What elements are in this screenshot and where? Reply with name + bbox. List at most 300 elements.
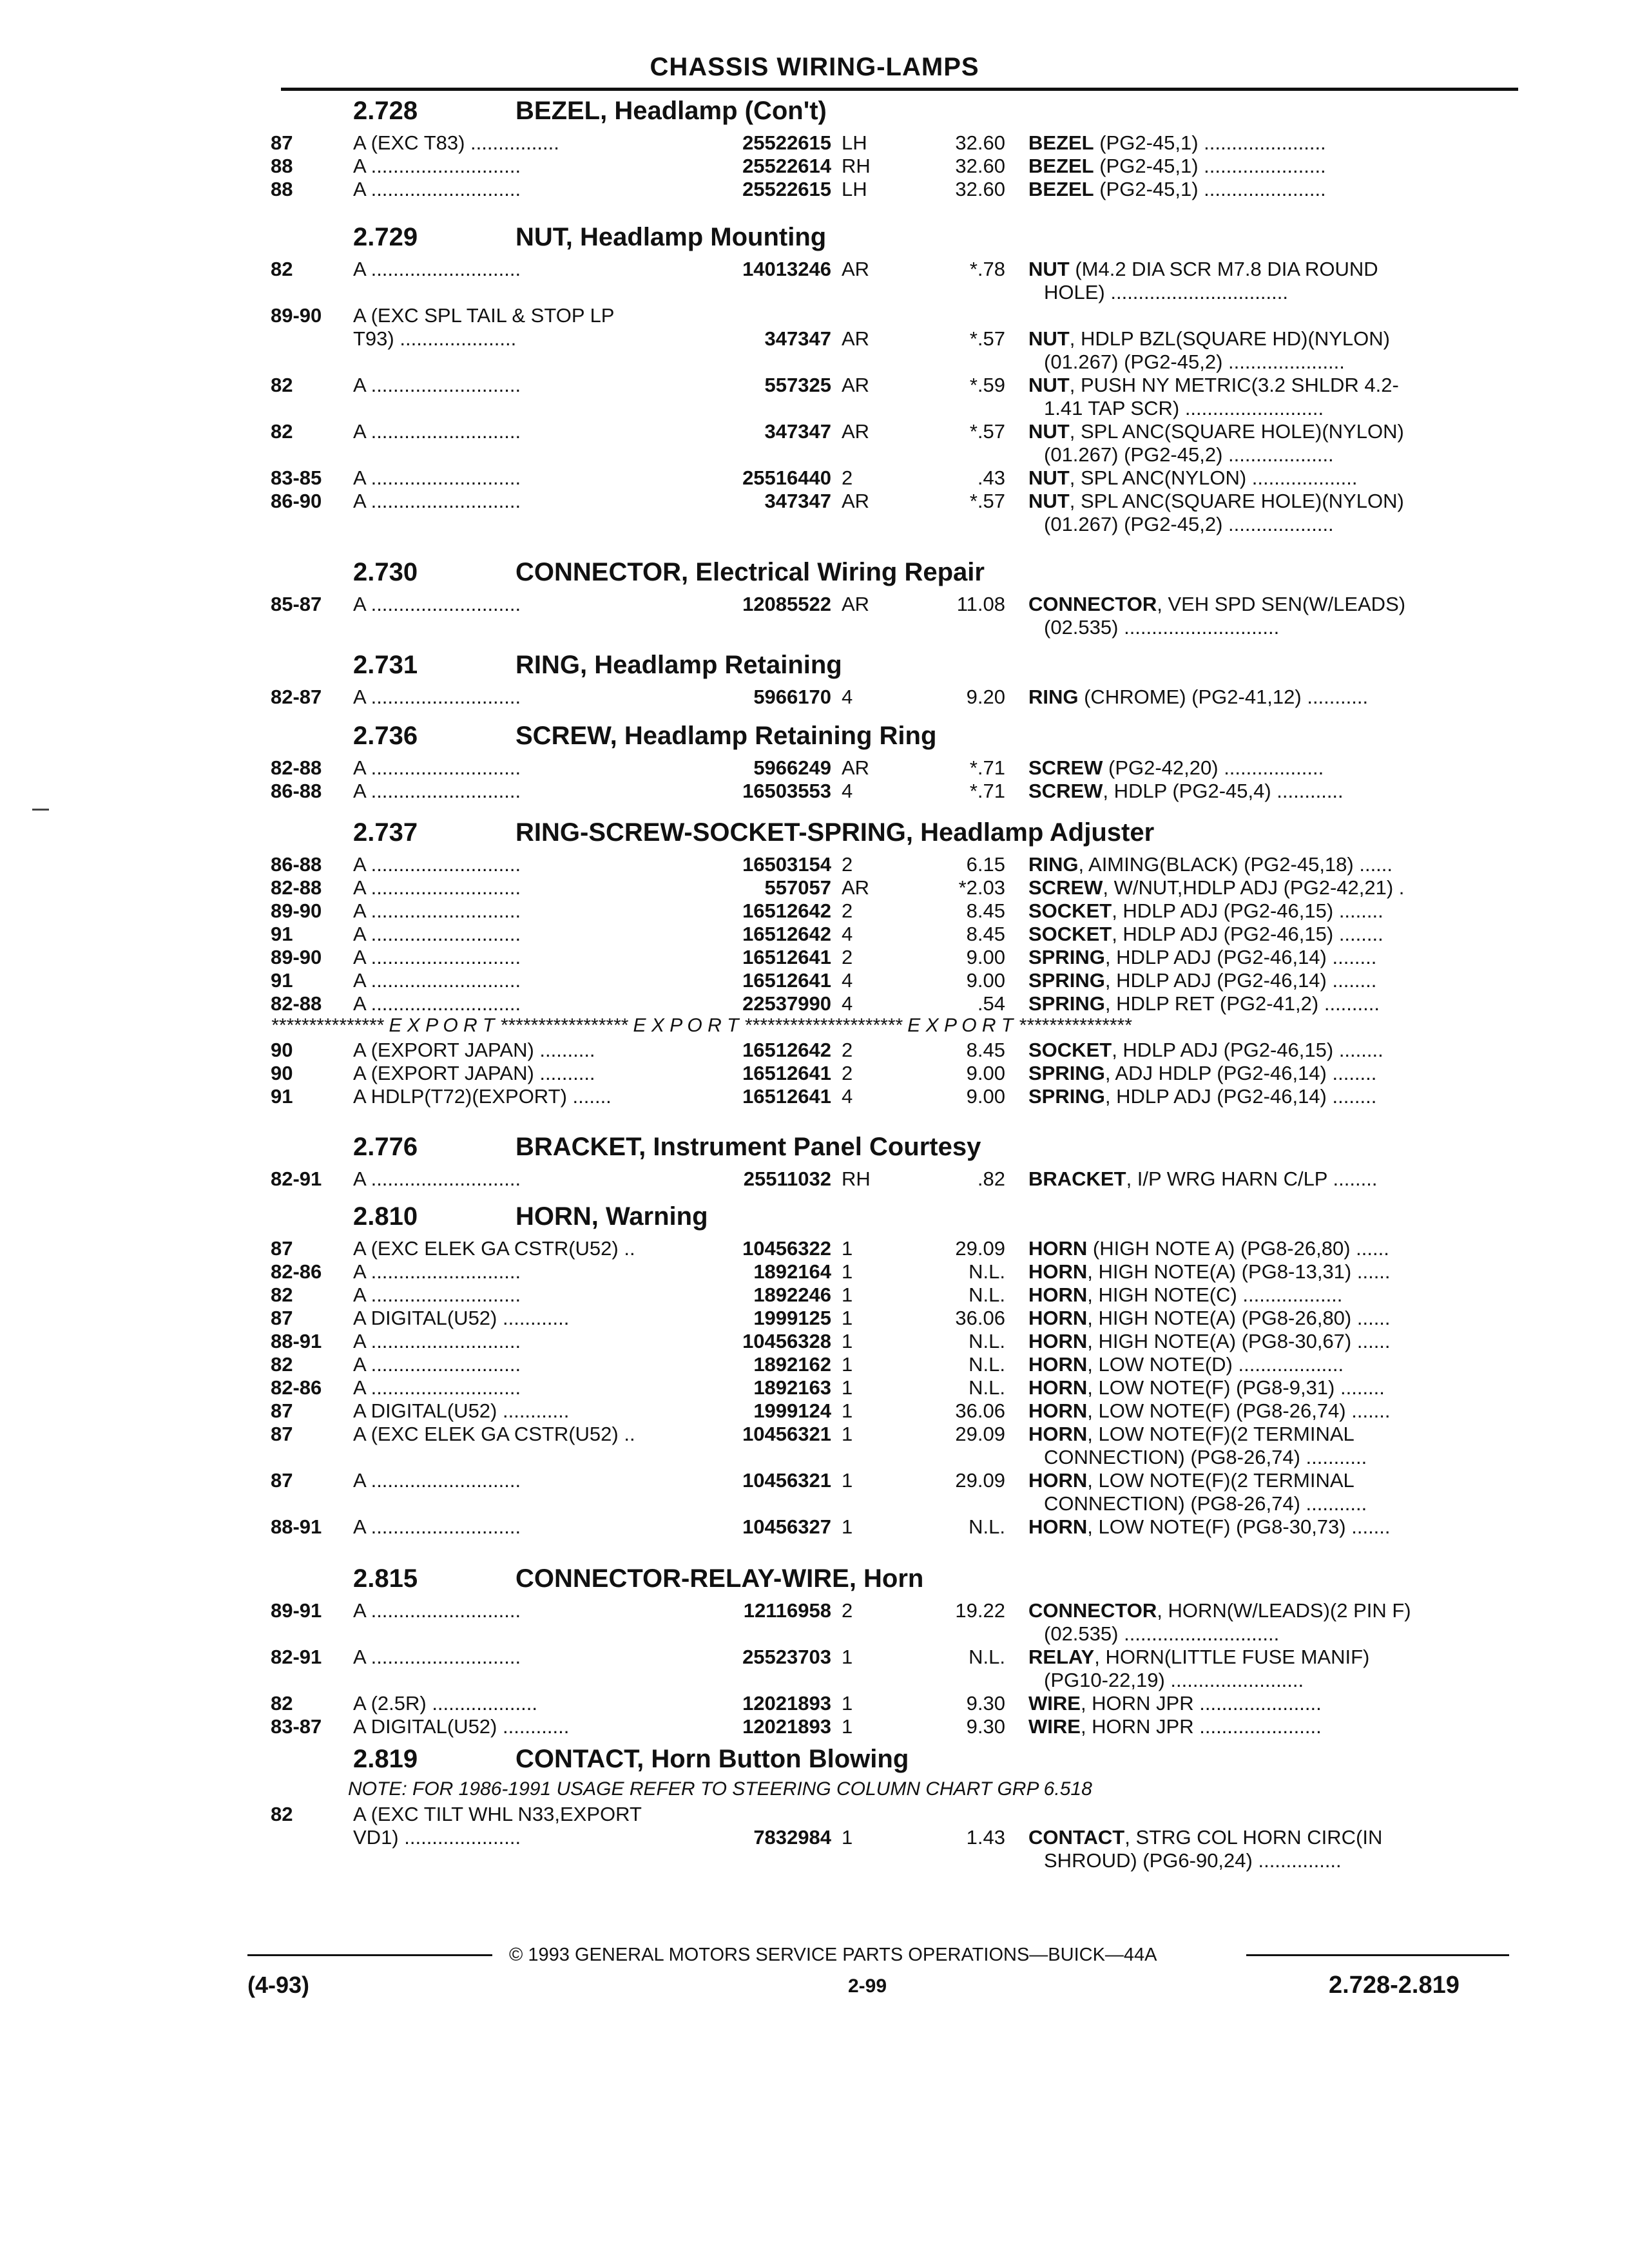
model-years: 82-88 [271, 876, 322, 899]
section-title: SCREW, Headlamp Retaining Ring [516, 722, 937, 750]
part-description [1028, 1514, 1505, 1540]
price: 1.43 [966, 1826, 1005, 1849]
price: *.57 [969, 420, 1005, 443]
part-number: 1892162 [753, 1353, 831, 1376]
part-description [1028, 778, 1505, 804]
usage-description: A (EXC T83) ................ [353, 131, 559, 154]
quantity: 4 [842, 992, 853, 1015]
price: 29.09 [955, 1423, 1005, 1445]
model-years: 82-88 [271, 756, 322, 779]
usage-description: A ........................... [353, 1469, 521, 1492]
table-row [0, 1398, 1629, 1424]
part-name: HORN [1028, 1260, 1088, 1283]
model-years: 82-87 [271, 686, 322, 708]
part-number: 10456327 [742, 1515, 831, 1538]
part-name: SPRING [1028, 969, 1105, 992]
usage-description: A ........................... [353, 1168, 521, 1190]
table-row [0, 852, 1629, 878]
part-number: 25523703 [742, 1646, 831, 1668]
part-detail: , HDLP (PG2-45,4) ............ [1103, 780, 1344, 802]
model-years: 87 [271, 1237, 293, 1260]
part-number: 347347 [764, 420, 831, 443]
price: 9.00 [966, 946, 1005, 968]
model-years: 87 [271, 1399, 293, 1422]
footer-range: 2.728-2.819 [1329, 1972, 1460, 1999]
usage-description: A ........................... [353, 374, 521, 396]
part-detail: , HDLP ADJ (PG2-46,14) ........ [1104, 969, 1377, 992]
price: 9.00 [966, 969, 1005, 992]
part-number: 25511032 [743, 1168, 831, 1190]
usage-description: A (EXC ELEK GA CSTR(U52) .. [353, 1237, 635, 1260]
part-name: RELAY [1028, 1646, 1095, 1668]
part-number: 25522615 [742, 178, 831, 200]
price: .54 [977, 992, 1005, 1015]
part-name: HORN [1028, 1237, 1088, 1260]
part-description [1028, 1825, 1505, 1850]
part-description [1028, 898, 1505, 924]
footer-rule-right [1246, 1954, 1509, 1956]
table-row [0, 875, 1629, 901]
table-row [0, 326, 1629, 352]
table-row [0, 591, 1629, 617]
section-number: 2.737 [353, 818, 418, 847]
section-number: 2.810 [353, 1202, 418, 1231]
table-row [0, 945, 1629, 970]
usage-description: A ........................... [353, 258, 521, 280]
usage-description: A (EXPORT JAPAN) .......... [353, 1062, 595, 1084]
part-name: SCREW [1028, 756, 1103, 779]
section-title: RING, Headlamp Retaining [516, 651, 842, 679]
quantity: 1 [842, 1260, 853, 1283]
part-description [1028, 945, 1505, 970]
part-description [1028, 1305, 1505, 1331]
model-years: 91 [271, 923, 293, 945]
part-name: SOCKET [1028, 1039, 1112, 1061]
quantity: 4 [842, 923, 853, 945]
part-description [1028, 130, 1505, 156]
part-detail: , LOW NOTE(F) (PG8-26,74) ....... [1087, 1399, 1391, 1422]
price: .82 [977, 1168, 1005, 1190]
quantity: 1 [842, 1376, 853, 1399]
table-row [0, 1375, 1629, 1401]
table-row [0, 1084, 1629, 1110]
usage-description: A ........................... [353, 780, 521, 802]
price: 29.09 [955, 1237, 1005, 1260]
part-description [1028, 968, 1505, 994]
part-detail: (PG2-45,1) ...................... [1094, 131, 1326, 154]
usage-description: A (EXC SPL TAIL & STOP LP [353, 304, 615, 327]
part-detail: (CHROME) (PG2-41,12) ........... [1078, 686, 1369, 708]
model-years: 90 [271, 1039, 293, 1061]
price: *.57 [969, 490, 1005, 512]
part-description [1028, 1644, 1505, 1670]
price: N.L. [969, 1376, 1005, 1399]
table-row [0, 991, 1629, 1017]
part-name: HORN [1028, 1330, 1088, 1352]
section-title: BRACKET, Instrument Panel Courtesy [516, 1133, 981, 1161]
section-title: CONNECTOR, Electrical Wiring Repair [516, 558, 985, 586]
price: 9.30 [966, 1715, 1005, 1738]
section-number: 2.730 [353, 558, 418, 586]
part-detail: , W/NUT,HDLP ADJ (PG2-42,21) . [1103, 876, 1405, 899]
part-name: SOCKET [1028, 899, 1112, 922]
table-row [0, 256, 1629, 282]
part-detail: , PUSH NY METRIC(3.2 SHLDR 4.2- [1069, 374, 1399, 396]
quantity: 1 [842, 1826, 853, 1849]
quantity: 4 [842, 1085, 853, 1108]
price: 36.06 [955, 1399, 1005, 1422]
table-row [0, 898, 1629, 924]
model-years: 91 [271, 969, 293, 992]
quantity: AR [842, 327, 870, 350]
part-name: HORN [1028, 1353, 1088, 1376]
part-detail: , HORN(LITTLE FUSE MANIF) [1094, 1646, 1370, 1668]
part-description-continued: (01.267) (PG2-45,2) ..................... [1044, 351, 1345, 373]
part-detail: , HIGH NOTE(A) (PG8-13,31) ...... [1087, 1260, 1391, 1283]
margin-mark [32, 809, 49, 811]
price: 32.60 [955, 131, 1005, 154]
part-name: NUT [1028, 466, 1070, 489]
part-description [1028, 326, 1505, 352]
part-name: CONNECTOR [1028, 1599, 1157, 1622]
part-name: HORN [1028, 1423, 1088, 1445]
part-number: 25522615 [742, 131, 831, 154]
usage-description: A ........................... [353, 420, 521, 443]
model-years: 87 [271, 1423, 293, 1445]
part-detail: (M4.2 DIA SCR M7.8 DIA ROUND [1069, 258, 1378, 280]
part-detail: , HDLP ADJ (PG2-46,14) ........ [1104, 946, 1377, 968]
section-title: CONTACT, Horn Button Blowing [516, 1745, 909, 1773]
part-description [1028, 991, 1505, 1017]
part-number: 16512642 [742, 899, 831, 922]
usage-description: A ........................... [353, 1283, 521, 1306]
price: 19.22 [955, 1599, 1005, 1622]
part-description [1028, 1352, 1505, 1378]
part-description-continued: SHROUD) (PG6-90,24) ............... [1044, 1849, 1342, 1872]
part-description [1028, 1691, 1505, 1716]
part-detail: , LOW NOTE(F) (PG8-30,73) ....... [1087, 1515, 1391, 1538]
part-description [1028, 1037, 1505, 1063]
part-description [1028, 1329, 1505, 1354]
table-row [0, 1259, 1629, 1285]
part-description [1028, 1468, 1505, 1494]
quantity: AR [842, 876, 870, 899]
usage-description: A HDLP(T72)(EXPORT) ....... [353, 1085, 612, 1108]
quantity: AR [842, 258, 870, 280]
section-number: 2.736 [353, 722, 418, 750]
footer-copyright: © 1993 GENERAL MOTORS SERVICE PARTS OPERATIONS—BUICK—44A [509, 1945, 1157, 1965]
part-name: NUT [1028, 420, 1070, 443]
quantity: 1 [842, 1283, 853, 1306]
part-name: NUT [1028, 327, 1070, 350]
quantity: 1 [842, 1330, 853, 1352]
price: 6.15 [966, 853, 1005, 876]
part-name: SPRING [1028, 1085, 1105, 1108]
part-description [1028, 1714, 1505, 1740]
section-number: 2.728 [353, 97, 418, 125]
part-description-continued: (01.267) (PG2-45,2) ................... [1044, 443, 1334, 466]
part-name: BEZEL [1028, 178, 1094, 200]
model-years: 89-90 [271, 304, 322, 327]
part-description [1028, 1259, 1505, 1285]
quantity: AR [842, 593, 870, 615]
section-title: CONNECTOR-RELAY-WIRE, Horn [516, 1564, 924, 1593]
quantity: AR [842, 374, 870, 396]
table-row [0, 1802, 1629, 1827]
part-number: 16512641 [742, 946, 831, 968]
table-row [0, 1421, 1629, 1447]
price: *.78 [969, 258, 1005, 280]
model-years: 82-88 [271, 992, 322, 1015]
section-title: RING-SCREW-SOCKET-SPRING, Headlamp Adjuster [516, 818, 1155, 847]
table-row [0, 1514, 1629, 1540]
part-name: HORN [1028, 1283, 1088, 1306]
part-description-continued: CONNECTION) (PG8-26,74) ........... [1044, 1492, 1367, 1515]
table-row [0, 303, 1629, 329]
part-number: 12085522 [742, 593, 831, 615]
part-name: WIRE [1028, 1715, 1081, 1738]
part-number: 10456322 [742, 1237, 831, 1260]
quantity: 2 [842, 899, 853, 922]
part-description [1028, 852, 1505, 878]
usage-description: A ........................... [353, 992, 521, 1015]
usage-description: A ........................... [353, 1376, 521, 1399]
usage-description: A ........................... [353, 155, 521, 177]
model-years: 82 [271, 374, 293, 396]
model-years: 88-91 [271, 1330, 322, 1352]
part-description [1028, 153, 1505, 179]
part-detail: , LOW NOTE(F) (PG8-9,31) ........ [1087, 1376, 1385, 1399]
section-number: 2.819 [353, 1745, 418, 1773]
part-name: SCREW [1028, 876, 1103, 899]
part-description [1028, 1421, 1505, 1447]
quantity: 2 [842, 466, 853, 489]
part-description [1028, 419, 1505, 445]
part-number: 16503154 [742, 853, 831, 876]
part-description [1028, 755, 1505, 781]
model-years: 82 [271, 1803, 293, 1825]
usage-description: A DIGITAL(U52) ............ [353, 1715, 570, 1738]
quantity: 2 [842, 946, 853, 968]
section-note: NOTE: FOR 1986-1991 USAGE REFER TO STEERING COLUMN CHART GRP 6.518 [348, 1778, 1092, 1800]
part-name: NUT [1028, 490, 1070, 512]
quantity: AR [842, 756, 870, 779]
usage-description: A ........................... [353, 969, 521, 992]
table-row [0, 1037, 1629, 1063]
part-number: 16512641 [742, 969, 831, 992]
part-detail: (PG2-42,20) .................. [1103, 756, 1324, 779]
table-row [0, 1691, 1629, 1716]
part-name: SPRING [1028, 992, 1105, 1015]
model-years: 89-91 [271, 1599, 322, 1622]
model-years: 88 [271, 155, 293, 177]
part-number: 12021893 [742, 1715, 831, 1738]
part-description [1028, 1282, 1505, 1308]
part-detail: , HIGH NOTE(C) .................. [1087, 1283, 1343, 1306]
model-years: 86-88 [271, 780, 322, 802]
part-detail: , HDLP RET (PG2-41,2) .......... [1104, 992, 1380, 1015]
usage-description: A DIGITAL(U52) ............ [353, 1399, 570, 1422]
part-detail: , HDLP BZL(SQUARE HD)(NYLON) [1069, 327, 1390, 350]
table-row [0, 1598, 1629, 1624]
usage-description: A ........................... [353, 593, 521, 615]
model-years: 85-87 [271, 593, 322, 615]
table-row [0, 465, 1629, 491]
part-number: 25516440 [742, 466, 831, 489]
price: N.L. [969, 1515, 1005, 1538]
table-row [0, 153, 1629, 179]
price: 32.60 [955, 155, 1005, 177]
model-years: 88 [271, 178, 293, 200]
part-name: HORN [1028, 1307, 1088, 1329]
part-number: 1892163 [753, 1376, 831, 1399]
model-years: 83-87 [271, 1715, 322, 1738]
part-number: 1999124 [753, 1399, 831, 1422]
part-description [1028, 465, 1505, 491]
table-row [0, 968, 1629, 994]
usage-description: T93) ..................... [353, 327, 517, 350]
part-detail: (HIGH NOTE A) (PG8-26,80) ...... [1087, 1237, 1389, 1260]
usage-description: A ........................... [353, 853, 521, 876]
part-description [1028, 372, 1505, 398]
part-detail: , HORN(W/LEADS)(2 PIN F) [1157, 1599, 1411, 1622]
part-description [1028, 488, 1505, 514]
quantity: 1 [842, 1353, 853, 1376]
model-years: 86-90 [271, 490, 322, 512]
part-number: 347347 [764, 327, 831, 350]
part-description [1028, 684, 1505, 710]
part-description [1028, 1084, 1505, 1110]
part-number: 10456328 [742, 1330, 831, 1352]
part-name: RING [1028, 853, 1079, 876]
part-detail: , ADJ HDLP (PG2-46,14) ........ [1104, 1062, 1377, 1084]
table-row [0, 130, 1629, 156]
table-row [0, 1166, 1629, 1192]
part-number: 10456321 [742, 1469, 831, 1492]
quantity: LH [842, 178, 867, 200]
usage-description: A ........................... [353, 1646, 521, 1668]
part-detail: , SPL ANC(SQUARE HOLE)(NYLON) [1069, 420, 1404, 443]
usage-description: A ........................... [353, 1353, 521, 1376]
quantity: 2 [842, 853, 853, 876]
part-description-continued: (02.535) ............................ [1044, 616, 1280, 639]
part-description [1028, 875, 1505, 901]
part-name: HORN [1028, 1515, 1088, 1538]
part-name: HORN [1028, 1376, 1088, 1399]
usage-description: A ........................... [353, 876, 521, 899]
quantity: 1 [842, 1423, 853, 1445]
quantity: 1 [842, 1715, 853, 1738]
part-description-continued: (01.267) (PG2-45,2) ................... [1044, 513, 1334, 535]
usage-description: A ........................... [353, 1260, 521, 1283]
table-row [0, 1714, 1629, 1740]
part-detail: , HDLP ADJ (PG2-46,15) ........ [1112, 923, 1383, 945]
price: N.L. [969, 1260, 1005, 1283]
part-number: 12116958 [743, 1599, 831, 1622]
quantity: 1 [842, 1515, 853, 1538]
table-row [0, 1061, 1629, 1086]
model-years: 88-91 [271, 1515, 322, 1538]
price: 8.45 [966, 1039, 1005, 1061]
part-detail: , SPL ANC(NYLON) ................... [1069, 466, 1358, 489]
model-years: 82-86 [271, 1260, 322, 1283]
quantity: 1 [842, 1646, 853, 1668]
quantity: 1 [842, 1692, 853, 1715]
model-years: 87 [271, 131, 293, 154]
part-number: 22537990 [742, 992, 831, 1015]
table-row [0, 1468, 1629, 1494]
part-detail: (PG2-45,1) ...................... [1094, 155, 1326, 177]
table-row [0, 755, 1629, 781]
part-description [1028, 1398, 1505, 1424]
part-detail: , LOW NOTE(F)(2 TERMINAL [1087, 1423, 1354, 1445]
model-years: 82-91 [271, 1646, 322, 1668]
part-detail: , STRG COL HORN CIRC(IN [1124, 1826, 1383, 1849]
table-row [0, 177, 1629, 202]
price: N.L. [969, 1646, 1005, 1668]
price: N.L. [969, 1283, 1005, 1306]
price: *.71 [969, 780, 1005, 802]
usage-description: A (EXC TILT WHL N33,EXPORT [353, 1803, 642, 1825]
quantity: 4 [842, 686, 853, 708]
usage-description: A (EXC ELEK GA CSTR(U52) .. [353, 1423, 635, 1445]
part-number: 16512642 [742, 1039, 831, 1061]
model-years: 82 [271, 420, 293, 443]
quantity: RH [842, 155, 871, 177]
page-title: CHASSIS WIRING-LAMPS [650, 53, 979, 81]
part-description [1028, 1166, 1505, 1192]
part-description [1028, 921, 1505, 947]
model-years: 86-88 [271, 853, 322, 876]
part-number: 10456321 [742, 1423, 831, 1445]
price: 9.00 [966, 1085, 1005, 1108]
price: *.71 [969, 756, 1005, 779]
part-detail: , HORN JPR ...................... [1080, 1692, 1322, 1715]
table-row [0, 1644, 1629, 1670]
usage-description: A ........................... [353, 946, 521, 968]
quantity: 4 [842, 780, 853, 802]
part-name: NUT [1028, 258, 1070, 280]
usage-description: A ........................... [353, 899, 521, 922]
section-number: 2.776 [353, 1133, 418, 1161]
part-number: 7832984 [753, 1826, 831, 1849]
part-number: 16512641 [742, 1085, 831, 1108]
part-detail: (PG2-45,1) ...................... [1094, 178, 1326, 200]
price: 36.06 [955, 1307, 1005, 1329]
usage-description: A ........................... [353, 923, 521, 945]
part-name: SCREW [1028, 780, 1103, 802]
model-years: 90 [271, 1062, 293, 1084]
part-name: CONTACT [1028, 1826, 1125, 1849]
price: N.L. [969, 1353, 1005, 1376]
usage-description: A ........................... [353, 466, 521, 489]
table-row [0, 684, 1629, 710]
section-number: 2.729 [353, 223, 418, 251]
model-years: 89-90 [271, 899, 322, 922]
usage-description: A ........................... [353, 686, 521, 708]
section-title: BEZEL, Headlamp (Con't) [516, 97, 827, 125]
part-detail: , VEH SPD SEN(W/LEADS) [1157, 593, 1406, 615]
part-description [1028, 1598, 1505, 1624]
model-years: 82-86 [271, 1376, 322, 1399]
usage-description: VD1) ..................... [353, 1826, 521, 1849]
price: 9.30 [966, 1692, 1005, 1715]
part-description-continued: CONNECTION) (PG8-26,74) ........... [1044, 1446, 1367, 1468]
part-name: WIRE [1028, 1692, 1081, 1715]
model-years: 82 [271, 1692, 293, 1715]
part-detail: , LOW NOTE(D) ................... [1087, 1353, 1344, 1376]
footer-date: (4-93) [247, 1972, 310, 1998]
